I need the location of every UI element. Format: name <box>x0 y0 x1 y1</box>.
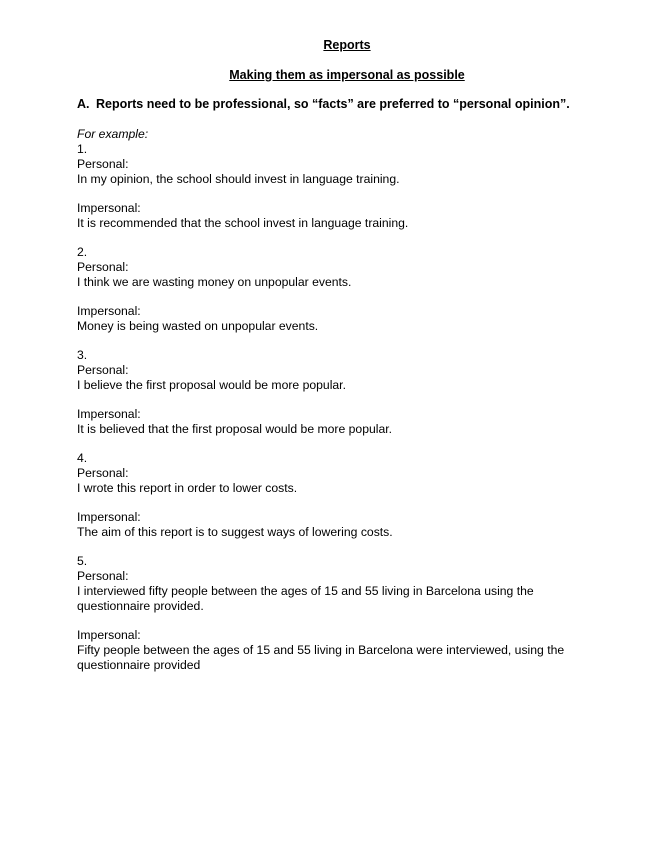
personal-label: Personal: <box>77 157 129 171</box>
impersonal-sentence: It is believed that the first proposal would be more popular. <box>77 422 393 436</box>
examples-list <box>77 142 607 687</box>
example-number: 3. <box>77 348 88 362</box>
impersonal-sentence: It is recommended that the school invest in language training. <box>77 216 409 230</box>
personal-label: Personal: <box>77 569 129 583</box>
personal-sentence: I think we are wasting money on unpopular events. <box>77 275 352 289</box>
impersonal-sentence: Money is being wasted on unpopular events. <box>77 319 319 333</box>
personal-label: Personal: <box>77 260 129 274</box>
example-number: 4. <box>77 451 88 465</box>
personal-sentence: I believe the first proposal would be more popular. <box>77 378 346 392</box>
example-item <box>77 245 607 334</box>
example-item <box>77 451 607 540</box>
page-title: Reports <box>323 38 371 52</box>
personal-label: Personal: <box>77 363 129 377</box>
section-heading-text: Reports need to be professional, so “facts” are preferred to “personal opinion”. <box>96 97 570 111</box>
impersonal-label: Impersonal: <box>77 510 141 524</box>
impersonal-label: Impersonal: <box>77 628 141 642</box>
example-number: 5. <box>77 554 88 568</box>
page-subtitle: Making them as impersonal as possible <box>229 68 465 82</box>
example-number: 1. <box>77 142 88 156</box>
example-item <box>77 348 607 437</box>
example-item <box>77 554 607 673</box>
impersonal-label: Impersonal: <box>77 407 141 421</box>
section-letter: A. <box>77 97 90 111</box>
section-heading <box>77 97 570 112</box>
impersonal-label: Impersonal: <box>77 201 141 215</box>
impersonal-sentence: Fifty people between the ages of 15 and 55 living in Barcelona were interviewed, using the questionnaire provided <box>77 643 565 672</box>
example-number: 2. <box>77 245 88 259</box>
example-item <box>77 142 607 231</box>
impersonal-label: Impersonal: <box>77 304 141 318</box>
impersonal-sentence: The aim of this report is to suggest ways of lowering costs. <box>77 525 393 539</box>
personal-label: Personal: <box>77 466 129 480</box>
personal-sentence: In my opinion, the school should invest in language training. <box>77 172 400 186</box>
personal-sentence: I wrote this report in order to lower costs. <box>77 481 298 495</box>
personal-sentence: I interviewed fifty people between the ages of 15 and 55 living in Barcelona using the questionnaire provided. <box>77 584 534 613</box>
example-intro: For example: <box>77 127 149 141</box>
